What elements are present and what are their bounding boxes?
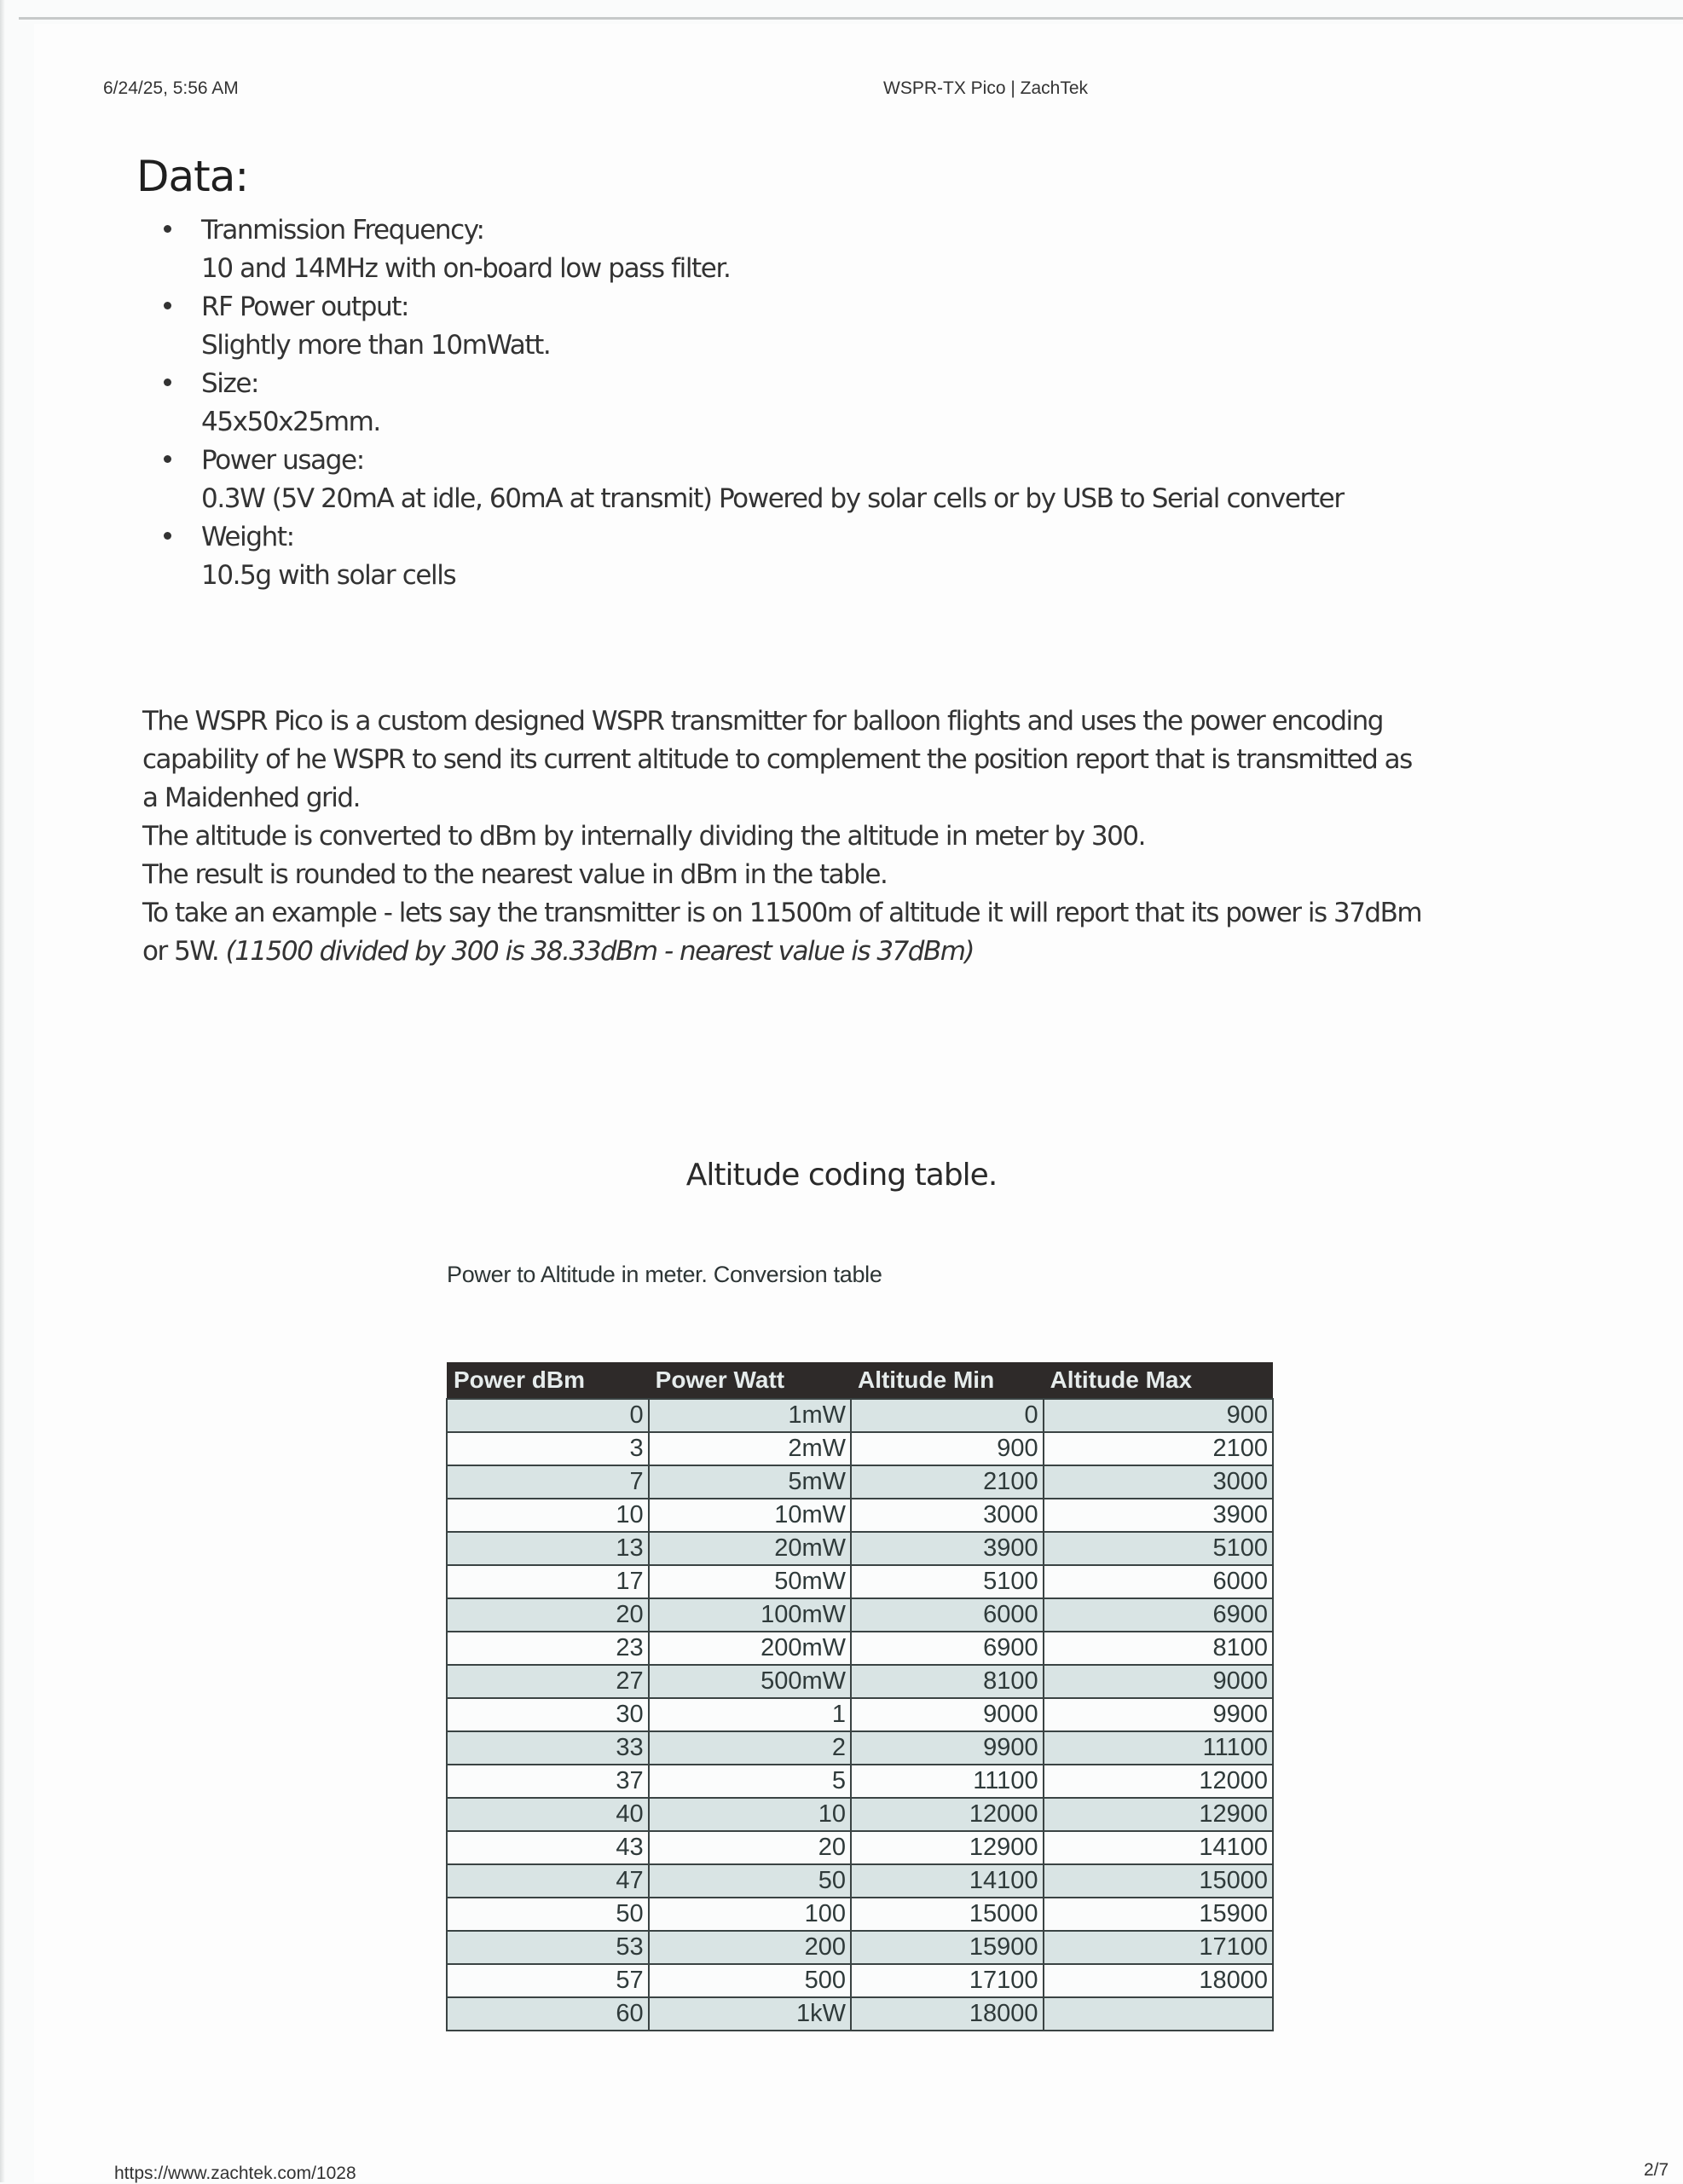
intro-last-plain: or 5W. (142, 936, 226, 967)
cell-power-watt: 5 (649, 1765, 851, 1798)
cell-power-watt: 1mW (649, 1399, 851, 1432)
cell-altitude-max: 3900 (1044, 1499, 1273, 1532)
cell-altitude-max: 15900 (1044, 1898, 1273, 1931)
cell-power-watt: 100 (649, 1898, 851, 1931)
cell-power-dbm: 47 (447, 1864, 649, 1898)
table-header-row (447, 1362, 1273, 1399)
intro-example-note: (11500 divided by 300 is 38.33dBm - nearest value is 37dBm) (225, 936, 975, 967)
spec-item-size (164, 365, 1344, 442)
cell-altitude-min: 9900 (851, 1731, 1044, 1765)
cell-altitude-max: 11100 (1044, 1731, 1273, 1765)
intro-line: capability of he WSPR to send its current altitude to complement the position report that is transmitted as (142, 744, 1412, 775)
table-row (447, 1499, 1273, 1532)
table-row (447, 1532, 1273, 1565)
spec-label: Power usage: (201, 445, 364, 476)
intro-line-last (142, 933, 1643, 971)
intro-line: The WSPR Pico is a custom designed WSPR transmitter for balloon flights and uses the power encoding (142, 706, 1383, 737)
cell-power-dbm: 13 (447, 1532, 649, 1565)
table-row (447, 1831, 1273, 1864)
cell-power-watt: 20mW (649, 1532, 851, 1565)
cell-altitude-min: 14100 (851, 1864, 1044, 1898)
cell-altitude-max: 18000 (1044, 1964, 1273, 1997)
cell-power-watt: 500 (649, 1964, 851, 1997)
column-header: Power dBm (447, 1362, 649, 1399)
cell-power-watt: 20 (649, 1831, 851, 1864)
print-footer-page-number: 2/7 (1644, 2160, 1669, 2180)
cell-altitude-max: 12000 (1044, 1765, 1273, 1798)
spec-label: Size: (201, 368, 259, 399)
cell-altitude-min: 12900 (851, 1831, 1044, 1864)
cell-altitude-min: 12000 (851, 1798, 1044, 1831)
spec-label: Tranmission Frequency: (201, 215, 484, 246)
intro-line: To take an example - lets say the transmitter is on 11500m of altitude it will report that its power is 37dBm (142, 898, 1422, 928)
cell-altitude-max: 6900 (1044, 1598, 1273, 1632)
table-row (447, 1399, 1273, 1432)
spec-value: 45x50x25mm. (201, 407, 380, 437)
cell-power-watt: 2mW (649, 1432, 851, 1465)
cell-power-watt: 5mW (649, 1465, 851, 1499)
cell-power-dbm: 40 (447, 1798, 649, 1831)
spec-item-rf-power (164, 288, 1344, 365)
column-header: Altitude Min (851, 1362, 1044, 1399)
print-header-date: 6/24/25, 5:56 AM (103, 78, 239, 98)
bullet-icon (164, 378, 171, 386)
table-row (447, 1964, 1273, 1997)
table-row (447, 1598, 1273, 1632)
cell-power-watt: 50 (649, 1864, 851, 1898)
cell-power-watt: 100mW (649, 1598, 851, 1632)
cell-power-watt: 200 (649, 1931, 851, 1964)
cell-power-dbm: 33 (447, 1731, 649, 1765)
cell-altitude-max: 17100 (1044, 1931, 1273, 1964)
cell-altitude-min: 6000 (851, 1598, 1044, 1632)
cell-altitude-max: 12900 (1044, 1798, 1273, 1831)
bullet-icon (164, 455, 171, 463)
spec-item-power-usage (164, 442, 1344, 518)
print-header-title: WSPR-TX Pico | ZachTek (883, 78, 1089, 98)
table-row (447, 1898, 1273, 1931)
table-row (447, 1931, 1273, 1964)
table-row (447, 1765, 1273, 1798)
cell-power-dbm: 27 (447, 1665, 649, 1698)
cell-altitude-min: 2100 (851, 1465, 1044, 1499)
cell-altitude-max: 6000 (1044, 1565, 1273, 1598)
table-row (447, 1997, 1273, 2031)
cell-altitude-max: 3000 (1044, 1465, 1273, 1499)
cell-power-dbm: 20 (447, 1598, 649, 1632)
table-row (447, 1632, 1273, 1665)
cell-altitude-max (1044, 1997, 1273, 2031)
table-row (447, 1565, 1273, 1598)
cell-power-dbm: 0 (447, 1399, 649, 1432)
cell-altitude-min: 900 (851, 1432, 1044, 1465)
cell-power-dbm: 57 (447, 1964, 649, 1997)
cell-altitude-min: 15000 (851, 1898, 1044, 1931)
cell-power-dbm: 60 (447, 1997, 649, 2031)
scan-shadow-left (0, 0, 5, 2182)
cell-power-dbm: 7 (447, 1465, 649, 1499)
cell-altitude-max: 2100 (1044, 1432, 1273, 1465)
cell-power-watt: 10 (649, 1798, 851, 1831)
cell-altitude-min: 8100 (851, 1665, 1044, 1698)
spec-item-weight (164, 518, 1344, 595)
cell-power-watt: 1 (649, 1698, 851, 1731)
print-footer-url: https://www.zachtek.com/1028 (114, 2164, 356, 2183)
cell-altitude-max: 9900 (1044, 1698, 1273, 1731)
cell-power-dbm: 37 (447, 1765, 649, 1798)
cell-power-dbm: 30 (447, 1698, 649, 1731)
spec-label: Weight: (201, 522, 294, 552)
cell-power-dbm: 53 (447, 1931, 649, 1964)
spec-value: Slightly more than 10mWatt. (201, 330, 551, 361)
cell-power-watt: 1kW (649, 1997, 851, 2031)
cell-power-dbm: 10 (447, 1499, 649, 1532)
bullet-icon (164, 532, 171, 540)
cell-altitude-max: 15000 (1044, 1864, 1273, 1898)
cell-altitude-min: 18000 (851, 1997, 1044, 2031)
column-header: Power Watt (649, 1362, 851, 1399)
table-row (447, 1432, 1273, 1465)
cell-altitude-min: 3900 (851, 1532, 1044, 1565)
cell-power-dbm: 50 (447, 1898, 649, 1931)
scan-paper-edge (19, 17, 1683, 23)
table-row (447, 1731, 1273, 1765)
cell-power-dbm: 23 (447, 1632, 649, 1665)
cell-altitude-max: 14100 (1044, 1831, 1273, 1864)
spec-label: RF Power output: (201, 292, 409, 322)
column-header: Altitude Max (1044, 1362, 1273, 1399)
intro-line: The result is rounded to the nearest value in dBm in the table. (142, 859, 888, 890)
cell-altitude-min: 6900 (851, 1632, 1044, 1665)
cell-power-watt: 2 (649, 1731, 851, 1765)
table-row (447, 1864, 1273, 1898)
intro-line: a Maidenhed grid. (142, 783, 360, 813)
cell-altitude-min: 3000 (851, 1499, 1044, 1532)
cell-power-dbm: 17 (447, 1565, 649, 1598)
spec-value: 10.5g with solar cells (201, 560, 456, 591)
spec-list (164, 211, 1344, 595)
table-row (447, 1698, 1273, 1731)
bullet-icon (164, 225, 171, 233)
cell-power-watt: 50mW (649, 1565, 851, 1598)
table-body (447, 1399, 1273, 2031)
cell-altitude-min: 9000 (851, 1698, 1044, 1731)
cell-power-watt: 10mW (649, 1499, 851, 1532)
table-row (447, 1665, 1273, 1698)
cell-altitude-min: 0 (851, 1399, 1044, 1432)
altitude-conversion-table (446, 1362, 1274, 2031)
table-title: Altitude coding table. (685, 1158, 998, 1193)
table-row (447, 1798, 1273, 1831)
cell-altitude-min: 11100 (851, 1765, 1044, 1798)
spec-item-frequency (164, 211, 1344, 288)
table-caption: Power to Altitude in meter. Conversion table (447, 1262, 882, 1287)
cell-power-watt: 200mW (649, 1632, 851, 1665)
spec-value: 10 and 14MHz with on-board low pass filter. (201, 253, 731, 284)
cell-altitude-min: 17100 (851, 1964, 1044, 1997)
cell-altitude-max: 9000 (1044, 1665, 1273, 1698)
cell-power-watt: 500mW (649, 1665, 851, 1698)
spec-value: 0.3W (5V 20mA at idle, 60mA at transmit) Powered by solar cells or by USB to Serial converter (201, 483, 1344, 514)
cell-altitude-max: 900 (1044, 1399, 1273, 1432)
bullet-icon (164, 302, 171, 309)
intro-paragraph (142, 702, 1643, 971)
cell-altitude-max: 8100 (1044, 1632, 1273, 1665)
table-row (447, 1465, 1273, 1499)
intro-line: The altitude is converted to dBm by internally dividing the altitude in meter by 300. (142, 821, 1145, 852)
cell-altitude-min: 15900 (851, 1931, 1044, 1964)
cell-power-dbm: 43 (447, 1831, 649, 1864)
data-heading: Data: (136, 152, 249, 201)
cell-power-dbm: 3 (447, 1432, 649, 1465)
cell-altitude-min: 5100 (851, 1565, 1044, 1598)
cell-altitude-max: 5100 (1044, 1532, 1273, 1565)
